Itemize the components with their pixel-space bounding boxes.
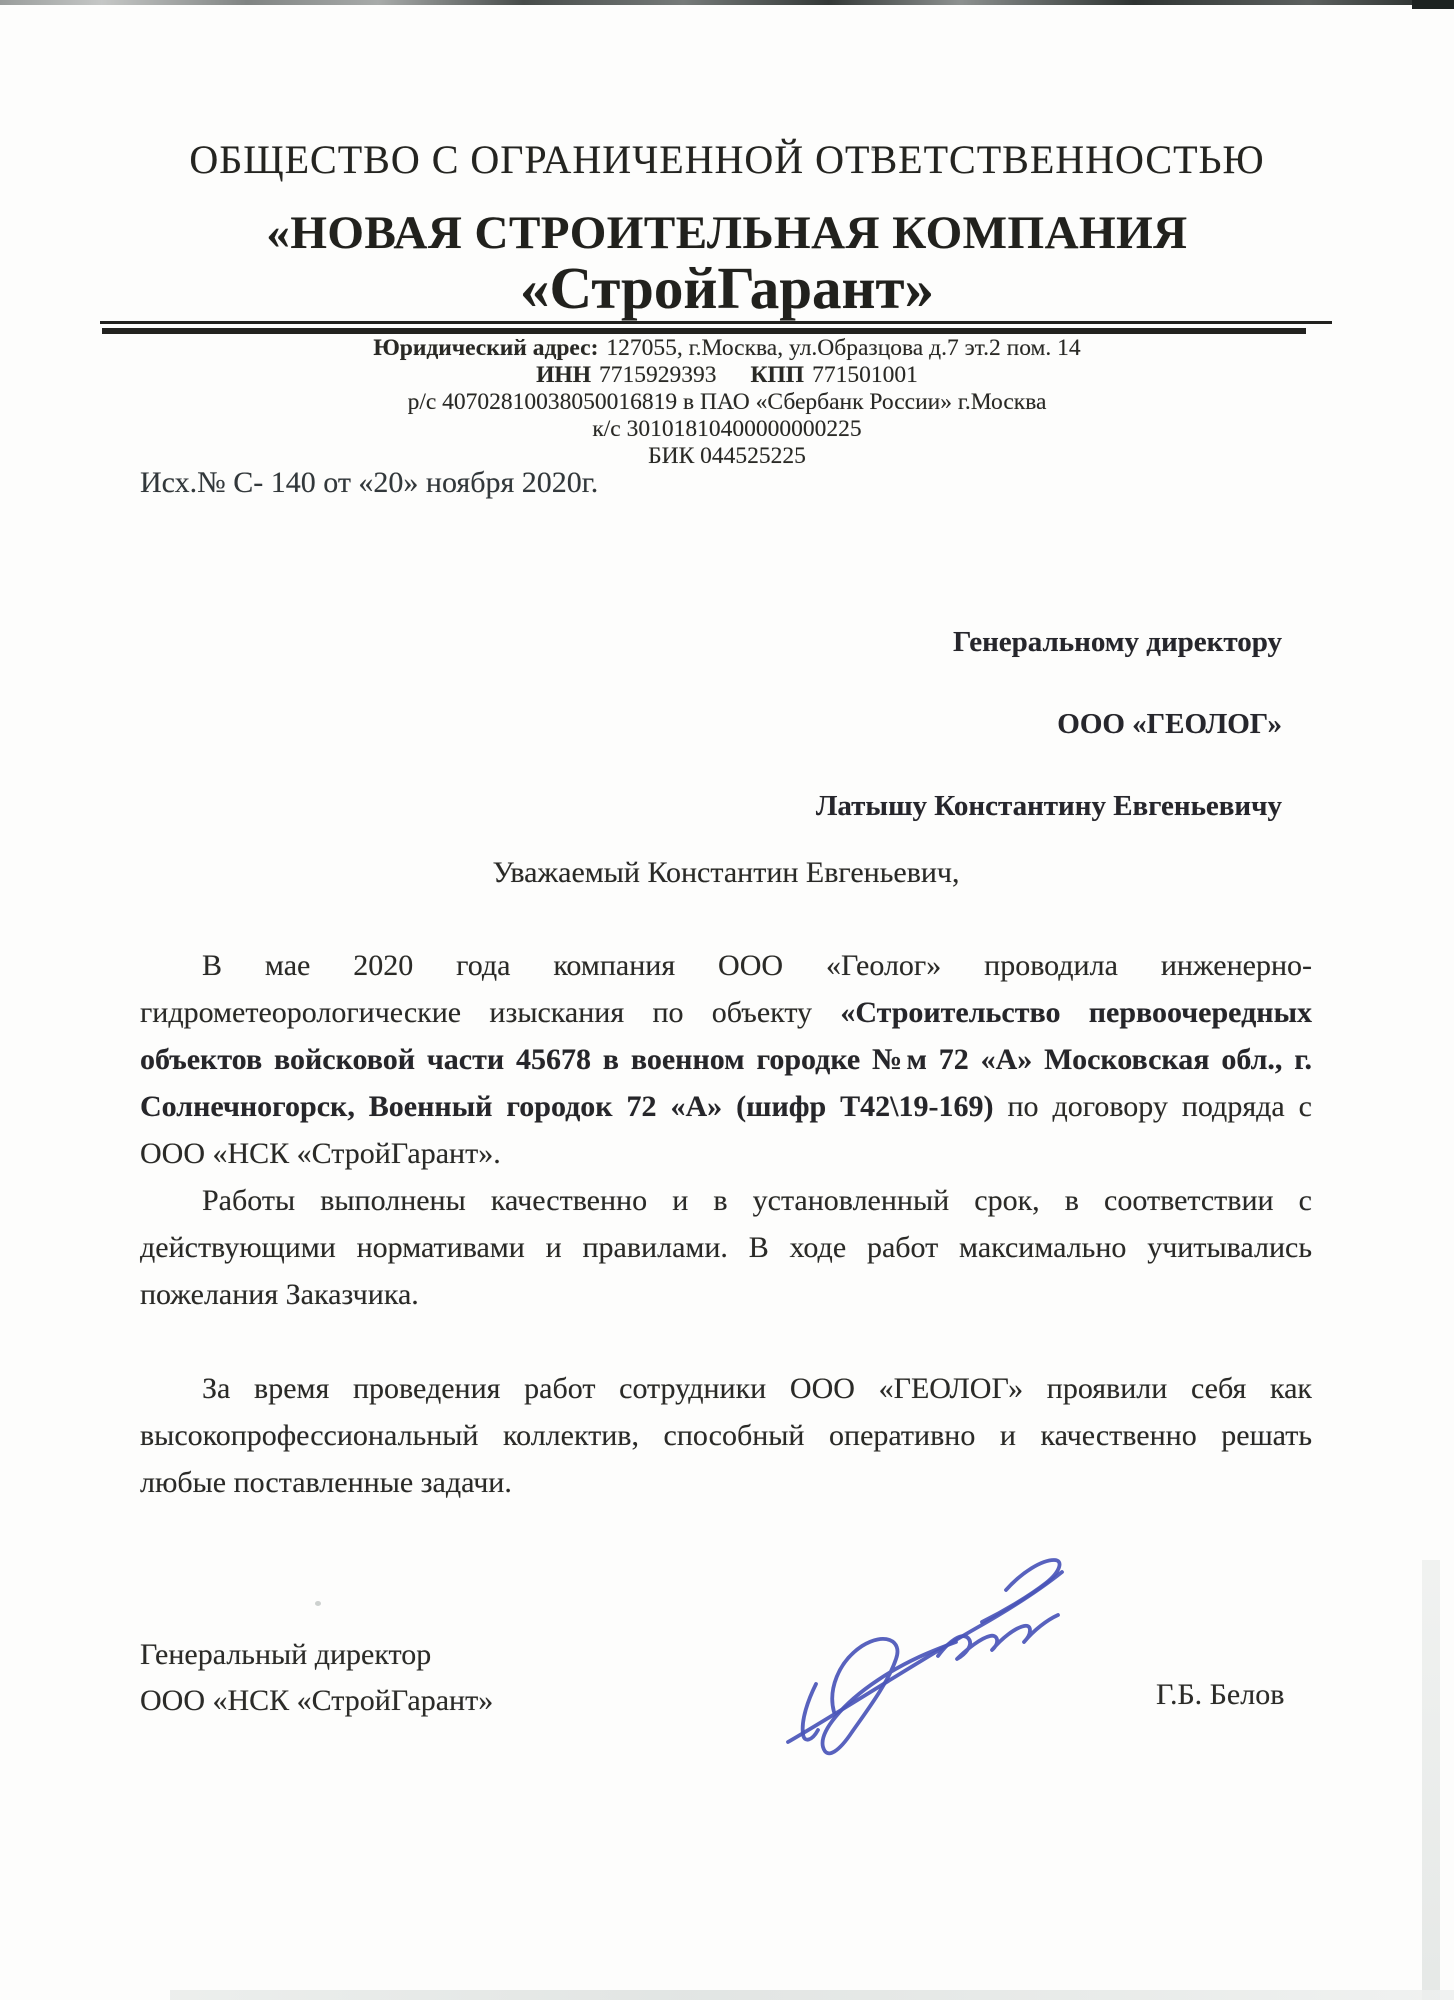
legal-address-value: 127055, г.Москва, ул.Образцова д.7 эт.2 пом. 14	[606, 335, 1081, 361]
body-line	[140, 1083, 1312, 1130]
scan-speck	[315, 1601, 321, 1606]
salutation-line: Уважаемый Константин Евгеньевич,	[492, 856, 960, 889]
letterhead-details	[0, 335, 1454, 470]
body-line: любые поставленные задачи.	[140, 1466, 512, 1499]
legal-address-line	[0, 335, 1454, 362]
paragraph-1	[140, 942, 1312, 1177]
body-line: В мае 2020 года компания ООО «Геолог» проводила инженерно-	[202, 949, 1312, 982]
body-line: пожелания Заказчика.	[140, 1278, 419, 1311]
bank-account-line: р/с 40702810038050016819 в ПАО «Сбербанк России» г.Москва	[407, 389, 1047, 415]
scan-artifact-top-strip	[0, 0, 1454, 5]
body-line: За время проведения работ сотрудники ООО «ГЕОЛОГ» проявили себя как	[202, 1372, 1312, 1405]
handwritten-signature	[770, 1542, 1080, 1782]
company-name-line: «НОВАЯ СТРОИТЕЛЬНАЯ КОМПАНИЯ	[266, 207, 1188, 259]
body-segment-bold: «Строительство первоочередных	[840, 996, 1312, 1029]
signatory-title-block	[140, 1632, 493, 1724]
body-line	[140, 989, 1312, 1036]
scan-artifact-top-right	[1412, 0, 1454, 9]
legal-address-label: Юридический адрес:	[373, 335, 599, 361]
letterhead-rule	[100, 321, 1332, 336]
body-segment: гидрометеорологические изыскания по объекту	[140, 996, 841, 1029]
body-line	[140, 1036, 1312, 1083]
signatory-name: Г.Б. Белов	[1156, 1678, 1285, 1711]
body-line: действующими нормативами и правилами. В ходе работ максимально учитывались	[140, 1231, 1312, 1264]
org-type-line: ОБЩЕСТВО С ОГРАНИЧЕННОЙ ОТВЕТСТВЕННОСТЬЮ	[189, 137, 1265, 182]
corr-account-line: к/с 30101810400000000225	[592, 416, 862, 442]
addressee-position: Генеральному директору	[952, 626, 1282, 658]
body-segment-bold: Солнечногорск, Военный городок 72 «А» (шифр Т42\19-169)	[140, 1090, 994, 1123]
paragraph-3	[140, 1365, 1312, 1506]
signatory-company: ООО «НСК «СтройГарант»	[140, 1684, 494, 1717]
bik-line: БИК 044525225	[648, 443, 806, 469]
company-brand-line: «СтройГарант»	[520, 255, 934, 321]
paragraph-2	[140, 1177, 1312, 1318]
signatory-title: Генеральный директор	[140, 1638, 432, 1671]
scan-artifact-bottom-band	[170, 1990, 1454, 2000]
scan-artifact-right-band	[1422, 1560, 1440, 2000]
inn-label: ИНН	[536, 362, 591, 388]
addressee-name: Латышу Константину Евгеньевичу	[815, 790, 1282, 822]
addressee-block	[816, 624, 1282, 824]
body-segment-bold: объектов войсковой части 45678 в военном городке №м 72 «А» Московская обл., г.	[140, 1043, 1312, 1076]
outgoing-ref-line: Исх.№ С- 140 от «20» ноября 2020г.	[140, 466, 599, 499]
body-line: ООО «НСК «СтройГарант».	[140, 1137, 501, 1170]
body-line: высокопрофессиональный коллектив, способный оперативно и качественно решать	[140, 1419, 1312, 1452]
kpp-label: КПП	[750, 362, 805, 388]
body-segment: по договору подряда с	[993, 1090, 1312, 1123]
inn-value: 7715929393	[598, 362, 717, 388]
addressee-company: ООО «ГЕОЛОГ»	[1057, 708, 1282, 740]
letter-body	[140, 942, 1312, 1506]
body-line: Работы выполнены качественно и в установленный срок, в соответствии с	[202, 1184, 1312, 1217]
inn-kpp-line	[0, 362, 1454, 389]
kpp-value: 771501001	[812, 362, 918, 388]
